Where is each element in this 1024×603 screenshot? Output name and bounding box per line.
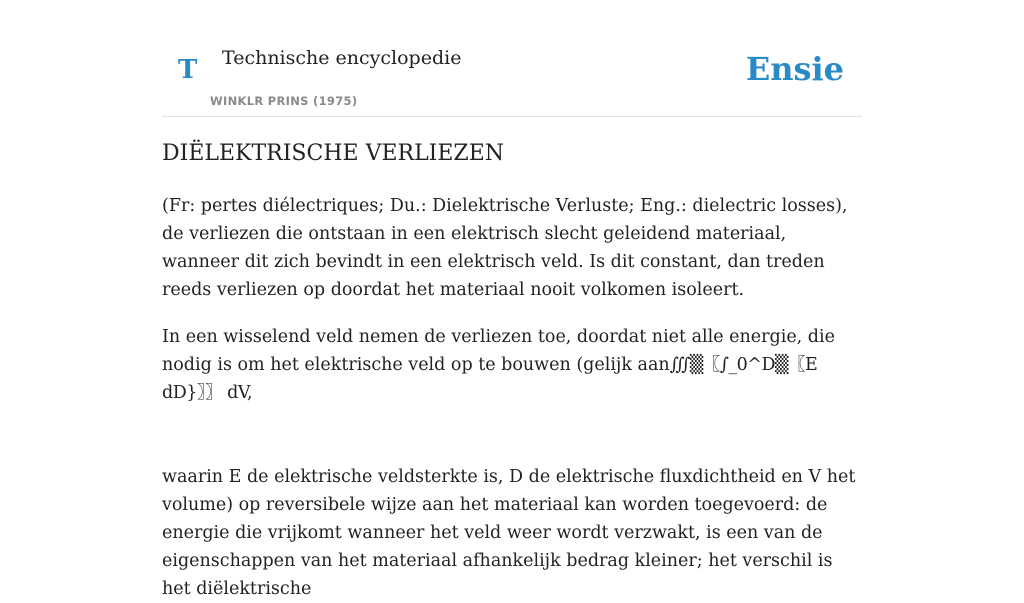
article-body <box>162 136 862 603</box>
source-title-link[interactable]: Technische encyclopedie <box>222 47 462 69</box>
paragraph-intro: (Fr: pertes diélectriques; Du.: Dielektrische Verluste; Eng.: dielectric losses), de verliezen die ontstaan in een elektrisch slecht geleidend materiaal, wanneer dit zich bevindt in een elektrisch veld. Is dit constant, dan treden reeds verliezen op doordat het materiaal nooit volkomen isoleert. <box>162 196 848 300</box>
formula-spacer <box>162 407 862 463</box>
brand-logo[interactable]: Ensie <box>745 50 844 88</box>
paragraph-formula <box>162 323 862 407</box>
source-logo-icon[interactable]: T <box>178 55 198 85</box>
paragraph-continued: waarin E de elektrische veldsterkte is, D de elektrische fluxdichtheid en V het volume) op reversibele wijze aan het materiaal kan worden toegevoerd: de energie die vrijkomt wanneer het veld weer wordt verzwakt, is een van de eigenschappen van het materiaal afhankelijk bedrag kleiner; het verschil is het diëlektrische <box>162 467 856 599</box>
entry-title: DIËLEKTRISCHE VERLIEZEN <box>162 141 505 166</box>
paragraph-formula-text: In een wisselend veld nemen de verliezen toe, doordat niet alle energie, die nodig is om het elektrische veld op te bouwen (gelijk aan <box>162 327 835 375</box>
formula: ∭▒〖∫_0^D▒〖E dD}〗〗 dV, <box>162 355 818 403</box>
source-subtitle: WINKLR PRINS (1975) <box>210 94 358 108</box>
source-header <box>162 0 862 117</box>
